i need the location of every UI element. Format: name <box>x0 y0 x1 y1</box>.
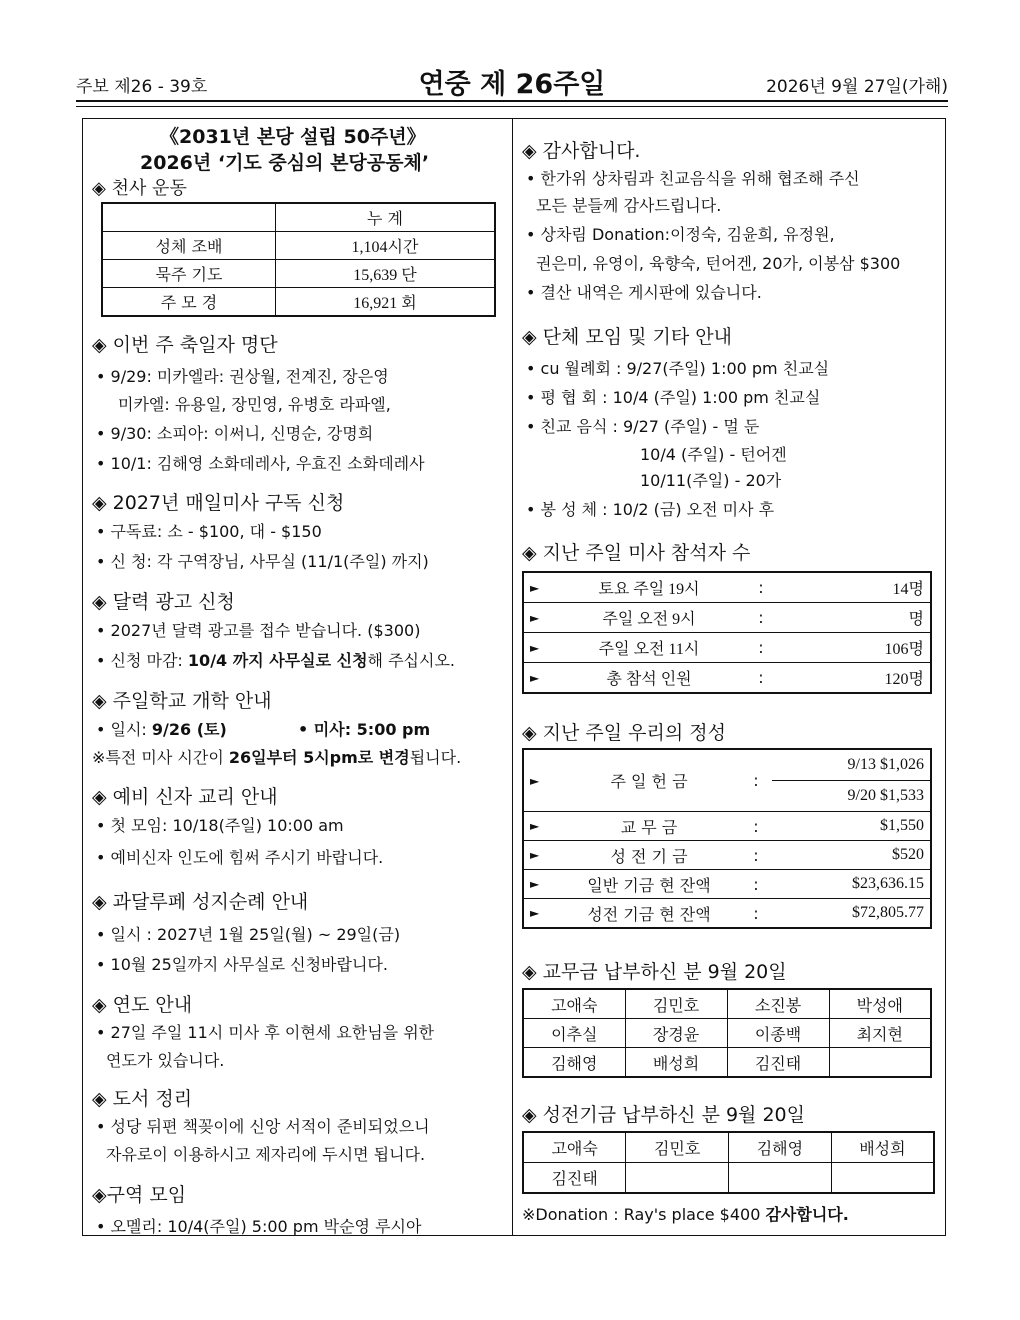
table-row <box>523 812 931 841</box>
attendance-value: 120명 <box>782 663 931 694</box>
name-cell <box>831 1163 934 1194</box>
name-cell: 김해영 <box>729 1132 832 1163</box>
attendance-label: 주일 오전 9시 <box>558 603 740 633</box>
arrow-icon: ► <box>523 603 558 633</box>
sunday-note-suffix: 됩니다. <box>409 748 462 767</box>
name-cell: 김민호 <box>626 1132 729 1163</box>
name-cell: 김진태 <box>523 1163 626 1194</box>
issue-number: 주보 제26 - 39호 <box>76 77 208 97</box>
name-cell: 장경윤 <box>625 1019 727 1048</box>
table-row <box>523 663 931 694</box>
angel-value: 16,921 회 <box>276 288 496 317</box>
calendar-title: ◈ 달력 광고 신청 <box>92 591 235 613</box>
offering-sunday-1: 9/13 $1,026 <box>772 749 931 781</box>
attendance-title: ◈ 지난 주일 미사 참석자 수 <box>522 542 751 564</box>
angel-value: 15,639 단 <box>276 260 496 288</box>
arrow-icon: ► <box>523 841 558 870</box>
attendance-label: 토요 주일 19시 <box>558 572 740 603</box>
offering-sunday-2: 9/20 $1,533 <box>772 781 931 812</box>
offering-value: $1,550 <box>772 812 931 841</box>
list-item: 권은미, 유영이, 육향숙, 턴어겐, 20가, 이봉삼 $300 <box>536 254 901 273</box>
thanks-title: ◈ 감사합니다. <box>522 140 641 162</box>
colon: : <box>740 633 782 663</box>
offering-value: $72,805.77 <box>772 899 931 929</box>
table-row <box>523 633 931 663</box>
list-item: 모든 분들께 감사드립니다. <box>536 196 722 215</box>
list-item: • 2027년 달력 광고를 접수 받습니다. ($300) <box>96 621 421 640</box>
table-row <box>523 1163 934 1194</box>
feast-title: ◈ 이번 주 축일자 명단 <box>92 334 278 356</box>
list-item: • 결산 내역은 게시판에 있습니다. <box>526 283 762 302</box>
header-rule-thin <box>76 106 948 107</box>
attendance-label: 총 참석 인원 <box>558 663 740 694</box>
list-item <box>96 717 227 740</box>
attendance-value: 14명 <box>782 572 931 603</box>
dues-title: ◈ 교무금 납부하신 분 9월 20일 <box>522 961 787 983</box>
table-row <box>523 1048 931 1078</box>
offering-value: $23,636.15 <box>772 870 931 899</box>
offering-label: 성전 기금 현 잔액 <box>558 899 740 929</box>
list-item: • 성당 뒤편 책꽂이에 신앙 서적이 준비되었으니 <box>96 1117 430 1136</box>
table-row <box>523 989 931 1019</box>
colon: : <box>740 663 782 694</box>
offering-label: 주 일 헌 금 <box>558 749 740 812</box>
list-item: • 평 협 회 : 10/4 (주일) 1:00 pm 친교실 <box>526 388 821 407</box>
list-item: • 예비신자 인도에 힘써 주시기 바랍니다. <box>96 848 384 867</box>
table-row <box>102 260 495 288</box>
name-cell: 고애숙 <box>523 989 625 1019</box>
arrow-icon: ► <box>523 572 558 603</box>
sunday-mass-time: • 미사: 5:00 pm <box>298 720 431 739</box>
sunday-school-title: ◈ 주일학교 개학 안내 <box>92 690 272 712</box>
building-fund-title: ◈ 성전기금 납부하신 분 9월 20일 <box>522 1104 805 1126</box>
list-item: 미카엘: 유용일, 장민영, 유병호 라파엘, <box>118 395 391 414</box>
list-item: • 9/30: 소피아: 이써니, 신명순, 강명희 <box>96 424 374 443</box>
colon: : <box>740 749 772 812</box>
table-row <box>523 603 931 633</box>
name-cell: 고애숙 <box>523 1132 626 1163</box>
sunday-date-label: • 일시: <box>96 720 152 739</box>
colon: : <box>740 812 772 841</box>
attendance-value: 명 <box>782 603 931 633</box>
name-cell: 배성희 <box>831 1132 934 1163</box>
header-rule-thick <box>76 100 948 102</box>
list-item: • 상차림 Donation:이정숙, 김윤희, 유정원, <box>526 225 835 244</box>
sunday-note-prefix: ※특전 미사 시간이 <box>92 748 229 767</box>
name-cell: 김민호 <box>625 989 727 1019</box>
name-cell: 김해영 <box>523 1048 625 1078</box>
colon: : <box>740 572 782 603</box>
list-item: • 10월 25일까지 사무실로 신청바랍니다. <box>96 955 388 974</box>
missal-title: ◈ 2027년 매일미사 구독 신청 <box>92 492 345 514</box>
list-item: • 9/29: 미카엘라: 권상월, 전계진, 장은영 <box>96 367 389 386</box>
arrow-icon: ► <box>523 663 558 694</box>
colon: : <box>740 870 772 899</box>
name-cell <box>829 1048 931 1078</box>
column-divider <box>512 118 513 1236</box>
table-row <box>523 1132 934 1163</box>
angel-label: 성체 조배 <box>102 232 276 260</box>
list-item: • 10/1: 김해영 소화데레사, 우효진 소화데레사 <box>96 454 425 473</box>
offering-value: $520 <box>772 841 931 870</box>
list-item: • cu 월례회 : 9/27(주일) 1:00 pm 친교실 <box>526 359 830 378</box>
list-item <box>92 745 461 768</box>
angel-label: 묵주 기도 <box>102 260 276 288</box>
name-cell <box>729 1163 832 1194</box>
sunday-note-emph: 26일부터 5시pm로 변경 <box>228 748 410 767</box>
angel-table-header <box>102 203 495 232</box>
table-row <box>523 572 931 603</box>
list-item: 연도가 있습니다. <box>106 1051 225 1070</box>
angel-value: 1,104시간 <box>276 232 496 260</box>
offering-title: ◈ 지난 주일 우리의 정성 <box>522 722 726 744</box>
issue-date: 2026년 9월 27일(가해) <box>766 77 948 97</box>
list-item: 자유로이 이용하시고 제자리에 두시면 됩니다. <box>106 1145 426 1164</box>
arrow-icon: ► <box>523 749 558 812</box>
banner-anniversary: 《2031년 본당 설립 50주년》 <box>160 126 426 148</box>
offering-label: 일반 기금 현 잔액 <box>558 870 740 899</box>
name-cell: 소진봉 <box>727 989 829 1019</box>
table-row <box>523 899 931 929</box>
attendance-value: 106명 <box>782 633 931 663</box>
groups-title: ◈ 단체 모임 및 기타 안내 <box>522 326 732 348</box>
colon: : <box>740 603 782 633</box>
attendance-label: 주일 오전 11시 <box>558 633 740 663</box>
offering-label: 교 무 금 <box>558 812 740 841</box>
angel-table <box>101 202 496 317</box>
name-cell: 이추실 <box>523 1019 625 1048</box>
angel-table-header-label: 누 계 <box>276 203 496 232</box>
offering-table <box>522 748 932 929</box>
calendar-deadline-suffix: 해 주십시오. <box>367 651 455 670</box>
angel-label: 주 모 경 <box>102 288 276 317</box>
offering-label: 성 전 기 금 <box>558 841 740 870</box>
list-item: • 봉 성 체 : 10/2 (금) 오전 미사 후 <box>526 500 775 519</box>
name-cell: 이종백 <box>727 1019 829 1048</box>
building-names-table <box>522 1131 935 1194</box>
table-row <box>523 841 931 870</box>
dues-names-table <box>522 988 932 1078</box>
catechism-title: ◈ 예비 신자 교리 안내 <box>92 786 278 808</box>
district-title: ◈구역 모임 <box>92 1184 187 1206</box>
table-row <box>102 232 495 260</box>
list-item: • 오멜리: 10/4(주일) 5:00 pm 박순영 루시아 <box>96 1217 422 1236</box>
arrow-icon: ► <box>523 899 558 929</box>
table-row <box>102 288 495 317</box>
attendance-table <box>522 571 932 694</box>
sunday-date: 9/26 (토) <box>151 720 227 739</box>
angel-title: ◈ 천사 운동 <box>92 178 187 199</box>
arrow-icon: ► <box>523 633 558 663</box>
banner-motto: 2026년 ‘기도 중심의 본당공동체’ <box>140 152 430 174</box>
page-title: 연중 제 26주일 <box>418 69 606 100</box>
table-row <box>523 870 931 899</box>
list-item: • 신 청: 각 구역장님, 사무실 (11/1(주일) 까지) <box>96 552 429 571</box>
donation-note <box>522 1202 849 1225</box>
table-row <box>523 1019 931 1048</box>
list-item: • 친교 음식 : 9/27 (주일) - 멀 둔 <box>526 417 760 436</box>
calendar-deadline-emph: 10/4 까지 사무실로 신청 <box>187 651 368 670</box>
list-item: • 27일 주일 11시 미사 후 이현세 요한님을 위한 <box>96 1023 435 1042</box>
list-item: 10/4 (주일) - 턴어겐 <box>640 445 787 464</box>
donation-thanks: 감사합니다. <box>765 1205 849 1224</box>
calendar-deadline-label: • 신청 마감: <box>96 651 188 670</box>
arrow-icon: ► <box>523 812 558 841</box>
name-cell: 최지현 <box>829 1019 931 1048</box>
pilgrimage-title: ◈ 과달루페 성지순례 안내 <box>92 891 309 913</box>
list-item: • 일시 : 2027년 1월 25일(월) ~ 29일(금) <box>96 925 401 944</box>
books-title: ◈ 도서 정리 <box>92 1088 193 1110</box>
colon: : <box>740 841 772 870</box>
list-item: • 한가위 상차림과 친교음식을 위해 협조해 주신 <box>526 169 860 188</box>
colon: : <box>740 899 772 929</box>
name-cell <box>626 1163 729 1194</box>
list-item: • 첫 모임: 10/18(주일) 10:00 am <box>96 816 344 835</box>
page-header <box>76 62 948 102</box>
list-item: 10/11(주일) - 20가 <box>640 471 782 490</box>
list-item: • 구독료: 소 - $100, 대 - $150 <box>96 522 322 541</box>
table-row <box>523 749 931 781</box>
list-item <box>96 648 455 671</box>
name-cell: 김진태 <box>727 1048 829 1078</box>
memorial-title: ◈ 연도 안내 <box>92 994 193 1016</box>
donation-text: ※Donation : Ray's place $400 <box>522 1205 766 1224</box>
name-cell: 배성희 <box>625 1048 727 1078</box>
name-cell: 박성애 <box>829 989 931 1019</box>
arrow-icon: ► <box>523 870 558 899</box>
